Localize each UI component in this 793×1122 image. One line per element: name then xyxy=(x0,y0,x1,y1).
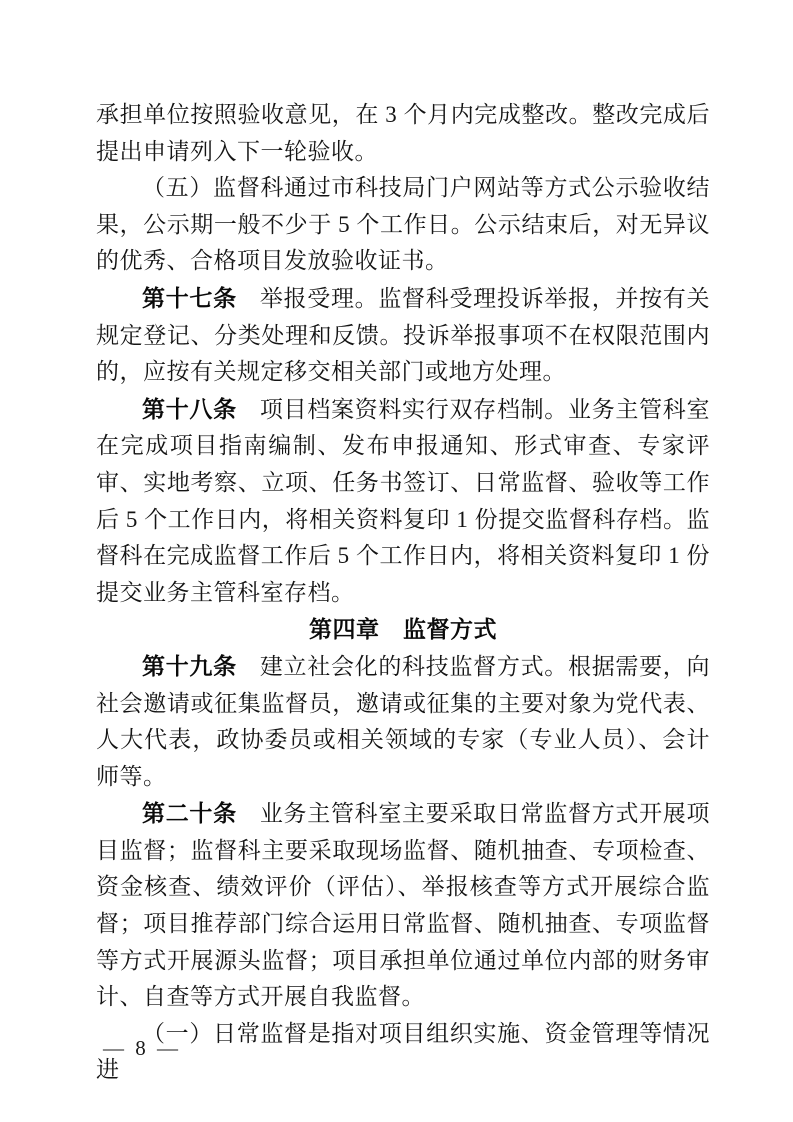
article-text: 业务主管科室主要采取日常监督方式开展项目监督；监督科主要采取现场监督、随机抽查、专项检查、资金核查、绩效评价（评估）、举报核查等方式开展综合监督；项目推荐部门综合运用日常监督、随机抽查、专项监督等方式开展源头监督；项目承担单位通过单位内部的财务审计、自查等方式开展自我监督。 xyxy=(96,801,711,1010)
chapter-heading: 第四章 监督方式 xyxy=(309,616,497,643)
article-number: 第十九条 xyxy=(142,652,237,679)
article-paragraph xyxy=(96,280,710,391)
article-number: 第二十条 xyxy=(142,800,237,827)
article-text: 项目档案资料实行双存档制。业务主管科室在完成项目指南编制、发布申报通知、形式审查、专家评审、实地考察、立项、任务书签订、日常监督、验收等工作后 5 个工作日内，将相关资料复印 1 份提交监督科存档。监督科在完成监督工作后 5 个工作日内，将相关资料复印 1 份提交业务主管科室存档。 xyxy=(96,396,711,605)
article-number: 第十八条 xyxy=(142,395,237,422)
page-number: — 8 — xyxy=(103,1036,181,1060)
article-paragraph xyxy=(96,391,710,612)
article-text: 举报受理。监督科受理投诉举报，并按有关规定登记、分类处理和反馈。投诉举报事项不在权限范围内的，应按有关规定移交相关部门或地方处理。 xyxy=(96,285,711,385)
document-body xyxy=(96,97,710,1089)
article-paragraph xyxy=(96,648,710,795)
body-paragraph: （一）日常监督是指对项目组织实施、资金管理等情况进 xyxy=(96,1020,710,1083)
article-paragraph xyxy=(96,795,710,1016)
article-text: 建立社会化的科技监督方式。根据需要，向社会邀请或征集监督员，邀请或征集的主要对象为党代表、人大代表，政协委员或相关领域的专家（专业人员）、会计师等。 xyxy=(96,653,711,789)
body-paragraph: （五）监督科通过市科技局门户网站等方式公示验收结果，公示期一般不少于 5 个工作日。公示结束后，对无异议的优秀、合格项目发放验收证书。 xyxy=(96,175,710,274)
body-paragraph: 承担单位按照验收意见，在 3 个月内完成整改。整改完成后提出申请列入下一轮验收。 xyxy=(96,102,710,164)
article-number: 第十七条 xyxy=(142,284,237,311)
